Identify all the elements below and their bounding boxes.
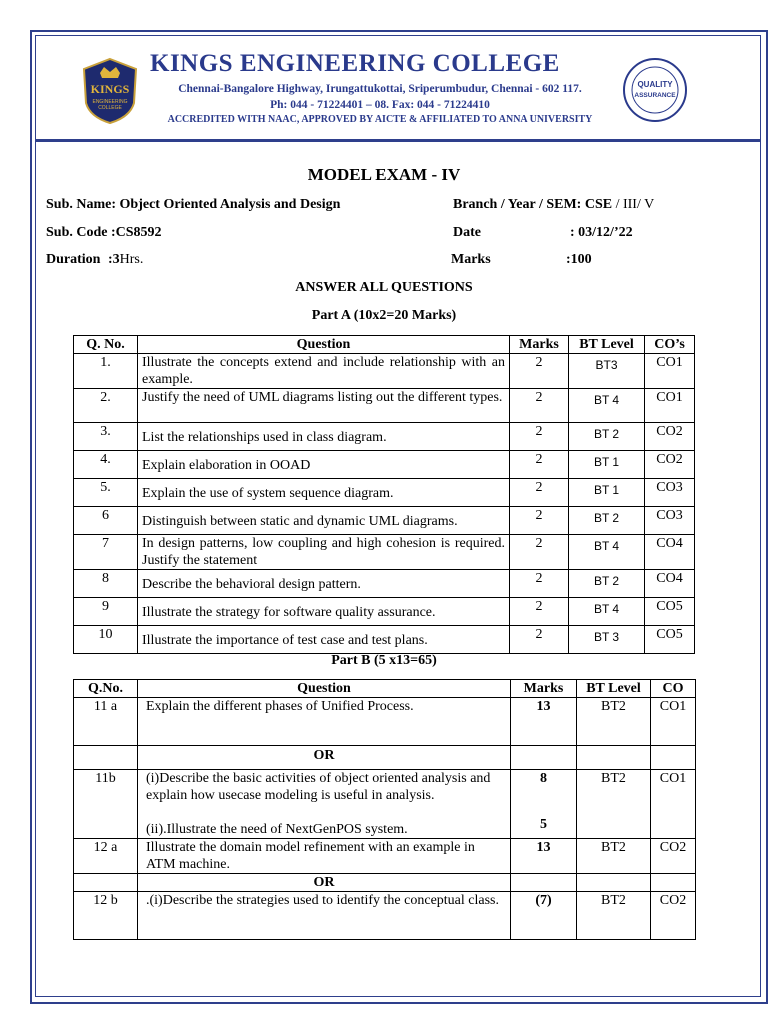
- header-co: CO: [651, 680, 696, 698]
- marks-label: Marks: [451, 252, 491, 267]
- table-row: [74, 535, 695, 570]
- college-logo: [80, 57, 140, 125]
- question-number: 11 a: [74, 698, 138, 746]
- part-b-table: [73, 679, 696, 940]
- bt-level: BT 1: [569, 451, 645, 479]
- bt-level: BT2: [577, 839, 651, 874]
- question-marks: 2: [510, 570, 569, 598]
- question-marks: 2: [510, 535, 569, 570]
- bt-level: BT 2: [569, 423, 645, 451]
- header-question: Question: [138, 680, 511, 698]
- question-marks: 2: [510, 479, 569, 507]
- question-text: [138, 770, 511, 839]
- question-number: 8: [74, 570, 138, 598]
- course-outcome: CO2: [645, 423, 695, 451]
- question-number: 1.: [74, 354, 138, 389]
- marks-part-ii: 5: [540, 817, 547, 832]
- date-value: : 03/12/’22: [570, 225, 633, 240]
- table-row: [74, 507, 695, 535]
- question-marks: 2: [510, 507, 569, 535]
- question-marks: 2: [510, 354, 569, 389]
- svg-text:COLLEGE: COLLEGE: [98, 105, 122, 111]
- exam-title: MODEL EXAM - IV: [307, 165, 461, 184]
- bt-level: BT 2: [569, 507, 645, 535]
- question-marks: [511, 770, 577, 839]
- college-address: Chennai-Bangalore Highway, Irungattukottai, Sriperumbudur, Chennai - 602 117.: [178, 83, 582, 95]
- course-outcome: CO3: [645, 479, 695, 507]
- question-part-i: (i)Describe the basic activities of object oriented analysis and explain how usecase modeling is useful in analysis.: [146, 771, 491, 803]
- course-outcome: CO1: [651, 698, 696, 746]
- or-row: [74, 874, 696, 892]
- subject-code-row: [46, 225, 162, 241]
- question-number: 12 b: [74, 892, 138, 940]
- question-text: Distinguish between static and dynamic UML diagrams.: [138, 507, 510, 535]
- question-number: 5.: [74, 479, 138, 507]
- course-outcome: CO1: [651, 770, 696, 839]
- branch-row: [453, 197, 654, 213]
- question-part-ii: (ii).Illustrate the need of NextGenPOS system.: [146, 822, 408, 837]
- header-co: CO’s: [645, 336, 695, 354]
- table-row: [74, 389, 695, 423]
- or-row: [74, 746, 696, 770]
- question-marks: 2: [510, 626, 569, 654]
- course-outcome: CO2: [651, 839, 696, 874]
- branch-value: / III/ V: [612, 197, 655, 212]
- table-row: [74, 479, 695, 507]
- duration-unit: Hrs.: [119, 252, 144, 267]
- college-accreditation: ACCREDITED WITH NAAC, APPROVED BY AICTE & AFFILIATED TO ANNA UNIVERSITY: [167, 114, 593, 125]
- table-row: [74, 698, 696, 746]
- quality-assurance-seal: [622, 57, 688, 123]
- table-row: [74, 770, 696, 839]
- part-a-table: [73, 335, 695, 654]
- question-text: Illustrate the strategy for software quality assurance.: [138, 598, 510, 626]
- question-number: 9: [74, 598, 138, 626]
- question-text: Explain the use of system sequence diagram.: [138, 479, 510, 507]
- bt-level: BT3: [569, 354, 645, 389]
- course-outcome: CO2: [651, 892, 696, 940]
- bt-level: BT 4: [569, 598, 645, 626]
- table-row: [74, 892, 696, 940]
- header-marks: Marks: [510, 336, 569, 354]
- branch-label: Branch / Year / SEM: CSE: [453, 197, 613, 212]
- course-outcome: CO2: [645, 451, 695, 479]
- bt-level: BT2: [577, 698, 651, 746]
- table-row: [74, 423, 695, 451]
- question-text: List the relationships used in class diagram.: [138, 423, 510, 451]
- bt-level: BT 2: [569, 570, 645, 598]
- table-row: [74, 354, 695, 389]
- header-qno: Q.No.: [74, 680, 138, 698]
- subject-code: CS8592: [115, 225, 162, 240]
- or-label: OR: [138, 746, 511, 770]
- part-b-heading: Part B (5 x13=65): [331, 653, 437, 668]
- question-number: 4.: [74, 451, 138, 479]
- bt-level: BT 3: [569, 626, 645, 654]
- question-text: Illustrate the importance of test case and test plans.: [138, 626, 510, 654]
- header-divider: [35, 139, 760, 142]
- table-row: [74, 598, 695, 626]
- svg-text:QUALITY: QUALITY: [637, 80, 673, 89]
- table-row: [74, 626, 695, 654]
- question-text: Illustrate the domain model refinement with an example in ATM machine.: [138, 839, 511, 874]
- table-row: [74, 570, 695, 598]
- question-text: .(i)Describe the strategies used to identify the conceptual class.: [138, 892, 511, 940]
- marks-value: :100: [566, 252, 592, 267]
- college-phone: Ph: 044 - 71224401 – 08. Fax: 044 - 71224410: [270, 99, 490, 111]
- question-marks: 13: [511, 839, 577, 874]
- part-a-header-row: [74, 336, 695, 354]
- subject-code-label: Sub. Code :: [46, 225, 116, 240]
- question-marks: 2: [510, 451, 569, 479]
- question-marks: (7): [511, 892, 577, 940]
- course-outcome: CO3: [645, 507, 695, 535]
- question-marks: 2: [510, 598, 569, 626]
- header-qno: Q. No.: [74, 336, 138, 354]
- question-text: Explain elaboration in OOAD: [138, 451, 510, 479]
- svg-text:ASSURANCE: ASSURANCE: [634, 92, 676, 99]
- duration-label: Duration: [46, 252, 101, 267]
- course-outcome: CO5: [645, 626, 695, 654]
- header-marks: Marks: [511, 680, 577, 698]
- bt-level: BT 1: [569, 479, 645, 507]
- table-row: [74, 839, 696, 874]
- course-outcome: CO4: [645, 535, 695, 570]
- question-number: 11b: [74, 770, 138, 839]
- header-bt-level: BT Level: [569, 336, 645, 354]
- part-b-header-row: [74, 680, 696, 698]
- question-text: Illustrate the concepts extend and include relationship with an example.: [138, 354, 510, 389]
- course-outcome: CO5: [645, 598, 695, 626]
- question-number: 6: [74, 507, 138, 535]
- course-outcome: CO1: [645, 389, 695, 423]
- question-text: In design patterns, low coupling and high cohesion is required. Justify the statement: [138, 535, 510, 570]
- course-outcome: CO1: [645, 354, 695, 389]
- bt-level: BT2: [577, 892, 651, 940]
- question-marks: 2: [510, 389, 569, 423]
- subject-name: Object Oriented Analysis and Design: [119, 197, 341, 212]
- college-name: KINGS ENGINEERING COLLEGE: [150, 50, 560, 77]
- marks-part-i: 8: [540, 771, 547, 786]
- question-text: Explain the different phases of Unified Process.: [138, 698, 511, 746]
- question-number: 7: [74, 535, 138, 570]
- question-text: Describe the behavioral design pattern.: [138, 570, 510, 598]
- course-outcome: CO4: [645, 570, 695, 598]
- subject-name-label: Sub. Name:: [46, 197, 117, 212]
- date-label: Date: [453, 225, 481, 240]
- question-number: 2.: [74, 389, 138, 423]
- bt-level: BT 4: [569, 389, 645, 423]
- duration-value: :3: [107, 252, 120, 267]
- subject-name-row: [46, 197, 340, 213]
- duration-row: [46, 252, 143, 268]
- instruction: ANSWER ALL QUESTIONS: [295, 280, 473, 295]
- header-bt-level: BT Level: [577, 680, 651, 698]
- bt-level: BT 4: [569, 535, 645, 570]
- question-text: Justify the need of UML diagrams listing out the different types.: [138, 389, 510, 423]
- question-number: 10: [74, 626, 138, 654]
- svg-text:ENGINEERING: ENGINEERING: [92, 99, 128, 105]
- question-marks: 13: [511, 698, 577, 746]
- table-row: [74, 451, 695, 479]
- question-number: 12 a: [74, 839, 138, 874]
- bt-level: BT2: [577, 770, 651, 839]
- or-label: OR: [138, 874, 511, 892]
- question-marks: 2: [510, 423, 569, 451]
- part-a-heading: Part A (10x2=20 Marks): [311, 308, 457, 323]
- header-question: Question: [138, 336, 510, 354]
- logo-text: KINGS: [90, 82, 130, 96]
- question-number: 3.: [74, 423, 138, 451]
